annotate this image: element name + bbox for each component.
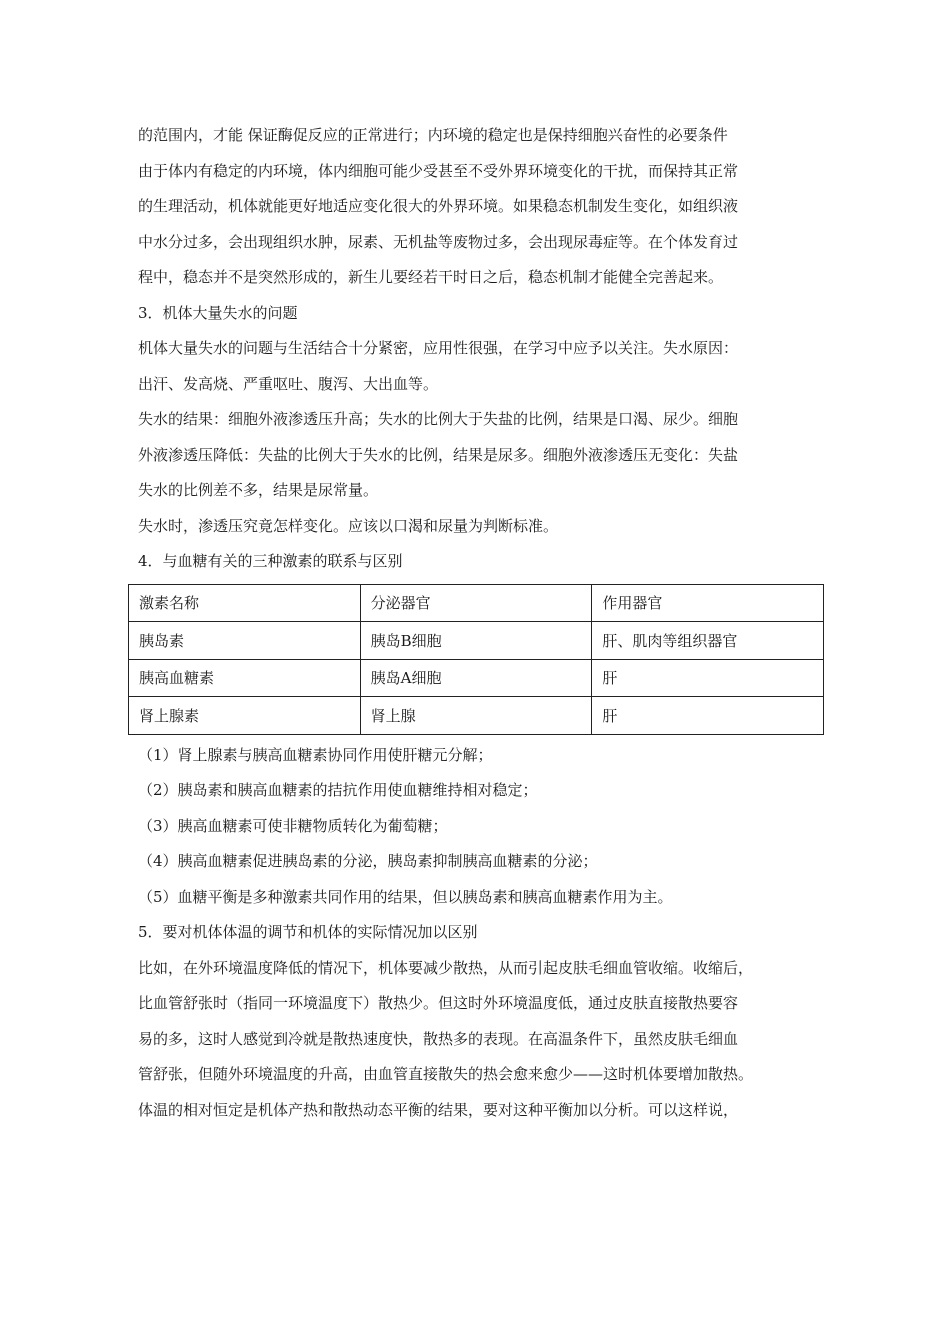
table-header-cell: 分泌器官 (360, 584, 592, 622)
section-3-paragraph-results (138, 402, 828, 509)
section-5-paragraph (138, 951, 828, 1129)
hormone-table (128, 584, 824, 735)
section-5-heading: 5．要对机体体温的调节和机体的实际情况加以区别 (138, 923, 478, 941)
text-line: 程中，稳态并不是突然形成的，新生儿要经若干时日之后，稳态机制才能健全完善起来。 (138, 268, 724, 286)
note-item: （5）血糖平衡是多种激素共同作用的结果，但以胰岛素和胰高血糖素作用为主。 (138, 887, 673, 906)
table-cell: 胰岛素 (129, 622, 361, 660)
table-row (129, 622, 824, 660)
text-line: 由于体内有稳定的内环境，体内细胞可能少受甚至不受外界环境变化的干扰，而保持其正常 (138, 161, 739, 180)
table-cell: 肝 (592, 659, 824, 697)
section-3-heading: 3．机体大量失水的问题 (138, 303, 298, 322)
table-cell: 肝、肌肉等组织器官 (592, 622, 824, 660)
table-cell: 胰岛A细胞 (360, 659, 592, 697)
text-line: 失水的结果：细胞外液渗透压升高；失水的比例大于失盐的比例，结果是口渴、尿少。细胞 (138, 410, 739, 428)
text-line: 机体大量失水的问题与生活结合十分紧密，应用性很强，在学习中应予以关注。失水原因： (138, 339, 739, 357)
note-item: （4）胰高血糖素促进胰岛素的分泌，胰岛素抑制胰高血糖素的分泌； (138, 852, 598, 870)
table-row (129, 697, 824, 735)
text-line: 出汗、发高烧、严重呕吐、腹泻、大出血等。 (138, 374, 439, 393)
note-item: （1）肾上腺素与胰高血糖素协同作用使肝糖元分解； (138, 745, 493, 764)
section-4-heading: 4．与血糖有关的三种激素的联系与区别 (138, 552, 403, 570)
table-row (129, 659, 824, 697)
table-cell: 胰岛B细胞 (360, 622, 592, 660)
text-line: 失水的比例差不多，结果是尿常量。 (138, 481, 379, 499)
document-body (138, 118, 828, 1128)
table-header-cell: 激素名称 (129, 584, 361, 622)
text-line: 中水分过多，会出现组织水肿，尿素、无机盐等废物过多，会出现尿毒症等。在个体发育过 (138, 232, 739, 251)
table-cell: 肝 (592, 697, 824, 735)
table-cell: 肾上腺素 (129, 697, 361, 735)
text-line: 易的多，这时人感觉到冷就是散热速度快，散热多的表现。在高温条件下，虽然皮肤毛细血 (138, 1029, 739, 1048)
text-line: 管舒张，但随外环境温度的升高，由血管直接散失的热会愈来愈少——这时机体要增加散热。 (138, 1065, 754, 1083)
text-line: 外液渗透压降低：失盐的比例大于失水的比例，结果是尿多。细胞外液渗透压无变化：失盐 (138, 445, 739, 464)
table-header-cell: 作用器官 (592, 584, 824, 622)
text-line: 比如，在外环境温度降低的情况下，机体要减少散热，从而引起皮肤毛细血管收缩。收缩后， (138, 958, 754, 977)
text-line: 体温的相对恒定是机体产热和散热动态平衡的结果，要对这种平衡加以分析。可以这样说， (138, 1100, 739, 1119)
table-header-row (129, 584, 824, 622)
section-3-paragraph-criteria: 失水时，渗透压究竟怎样变化。应该以口渴和尿量为判断标准。 (138, 516, 559, 535)
text-line: 比血管舒张时（指同一环境温度下）散热少。但这时外环境温度低，通过皮肤直接散热要容 (138, 994, 739, 1012)
table-cell: 肾上腺 (360, 697, 592, 735)
paragraph-homeostasis (138, 118, 828, 296)
text-line: 的生理活动，机体就能更好地适应变化很大的外界环境。如果稳态机制发生变化，如组织液 (138, 197, 739, 215)
text-line: 的范围内，才能 保证酶促反应的正常进行；内环境的稳定也是保持细胞兴奋性的必要条件 (138, 126, 728, 144)
note-item: （3）胰高血糖素可使非糖物质转化为葡萄糖； (138, 816, 448, 835)
section-3-paragraph-causes (138, 331, 828, 402)
table-cell: 胰高血糖素 (129, 659, 361, 697)
note-item: （2）胰岛素和胰高血糖素的拮抗作用使血糖维持相对稳定； (138, 781, 538, 799)
